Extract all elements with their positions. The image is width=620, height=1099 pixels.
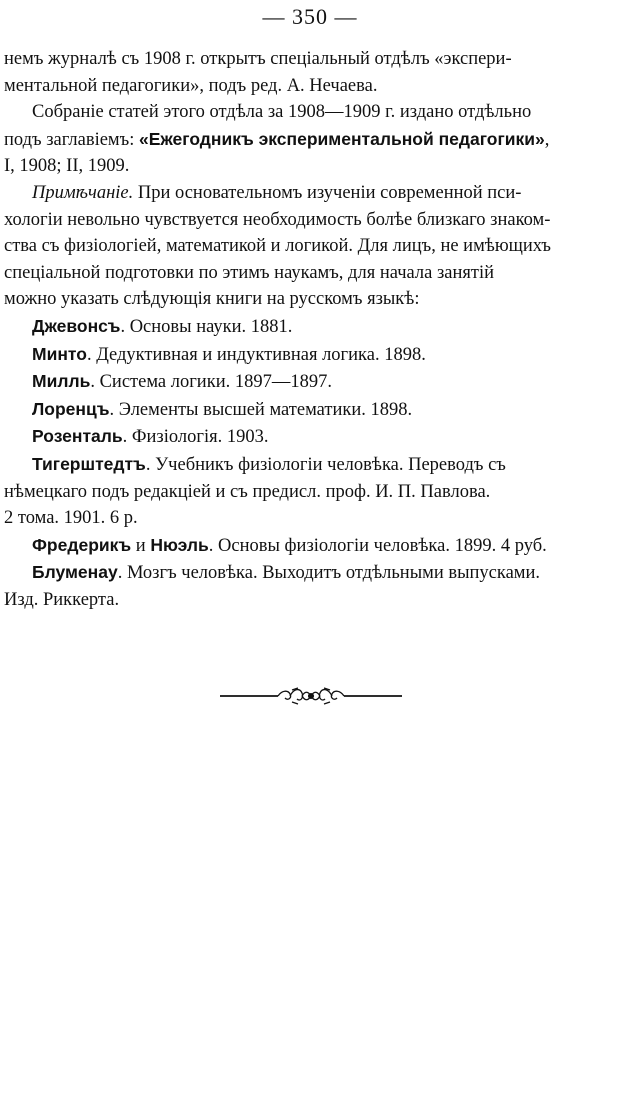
book-author: Лоренцъ xyxy=(32,398,110,419)
book-entry xyxy=(4,396,616,424)
page-text xyxy=(4,46,616,613)
paragraph-note xyxy=(4,180,616,313)
book-title: . Учебникъ физіологіи человѣка. Переводъ съ xyxy=(145,454,506,475)
book-entry xyxy=(4,341,616,369)
text-line: можно указать слѣдующія книги на русскомъ языкѣ: xyxy=(4,289,420,310)
text-line: ства съ физіологіей, математикой и логикой. Для лицъ, не имѣющихъ xyxy=(4,236,551,257)
book-title: . Дедуктивная и индуктивная логика. 1898. xyxy=(86,344,426,365)
book-title: . Система логики. 1897—1897. xyxy=(90,372,332,393)
text-line: ментальной педагогики», подъ ред. А. Нечаева. xyxy=(4,75,378,96)
book-author: Джевонсъ xyxy=(32,315,121,336)
book-entry xyxy=(4,313,616,341)
text-line: Изд. Риккерта. xyxy=(4,589,120,610)
book-author: Нюэль xyxy=(150,534,209,555)
text-line: спеціальной подготовки по этимъ наукамъ, для начала занятій xyxy=(4,262,494,283)
book-title: . Элементы высшей математики. 1898. xyxy=(109,399,413,420)
book-title: . Основы физіологіи человѣка. 1899. 4 руб. xyxy=(208,535,547,556)
book-title: . Мозгъ человѣка. Выходитъ отдѣльными выпусками. xyxy=(117,563,541,584)
book-author: Фредерикъ xyxy=(32,534,132,555)
book-entry xyxy=(4,559,616,613)
text-line: I, 1908; II, 1909. xyxy=(4,156,130,177)
book-author: Розенталь xyxy=(32,426,123,447)
yearbook-title: «Ежегодникъ экспериментальной педагогики» xyxy=(138,128,545,149)
book-author: Блуменау xyxy=(32,562,118,583)
text-line: немъ журналѣ съ 1908 г. открытъ спеціальный отдѣлъ «экспери- xyxy=(4,49,512,69)
text-line: 2 тома. 1901. 6 р. xyxy=(4,508,138,529)
book-entry xyxy=(4,451,616,532)
text-line: нѣмецкаго подъ редакціей и съ предисл. проф. И. П. Павлова. xyxy=(4,481,491,502)
book-author: Тигерштедтъ xyxy=(32,453,146,474)
page-number: — 350 — xyxy=(262,4,358,29)
conjunction: и xyxy=(131,535,151,556)
book-author: Милль xyxy=(32,371,91,392)
book-entry xyxy=(4,423,616,451)
book-entry xyxy=(4,532,616,560)
text-line: Собраніе статей этого отдѣла за 1908—1909 г. издано отдѣльно xyxy=(32,102,532,123)
text-line: подъ заглавіемъ: xyxy=(4,129,139,150)
paragraph-collection xyxy=(4,99,616,180)
book-author: Минто xyxy=(32,343,87,364)
paragraph-journal xyxy=(4,46,616,99)
decorative-rule-icon xyxy=(218,684,404,708)
book-title: . Основы науки. 1881. xyxy=(120,316,293,337)
text-line: , xyxy=(544,129,550,150)
text-line: При основательномъ изученіи современной пси- xyxy=(133,182,522,203)
text-line: хологіи невольно чувствуется необходимость болѣе близкаго знаком- xyxy=(4,209,551,230)
book-entry xyxy=(4,368,616,396)
book-title: . Физіологія. 1903. xyxy=(122,427,269,448)
note-label: Примѣчаніе. xyxy=(32,182,134,203)
